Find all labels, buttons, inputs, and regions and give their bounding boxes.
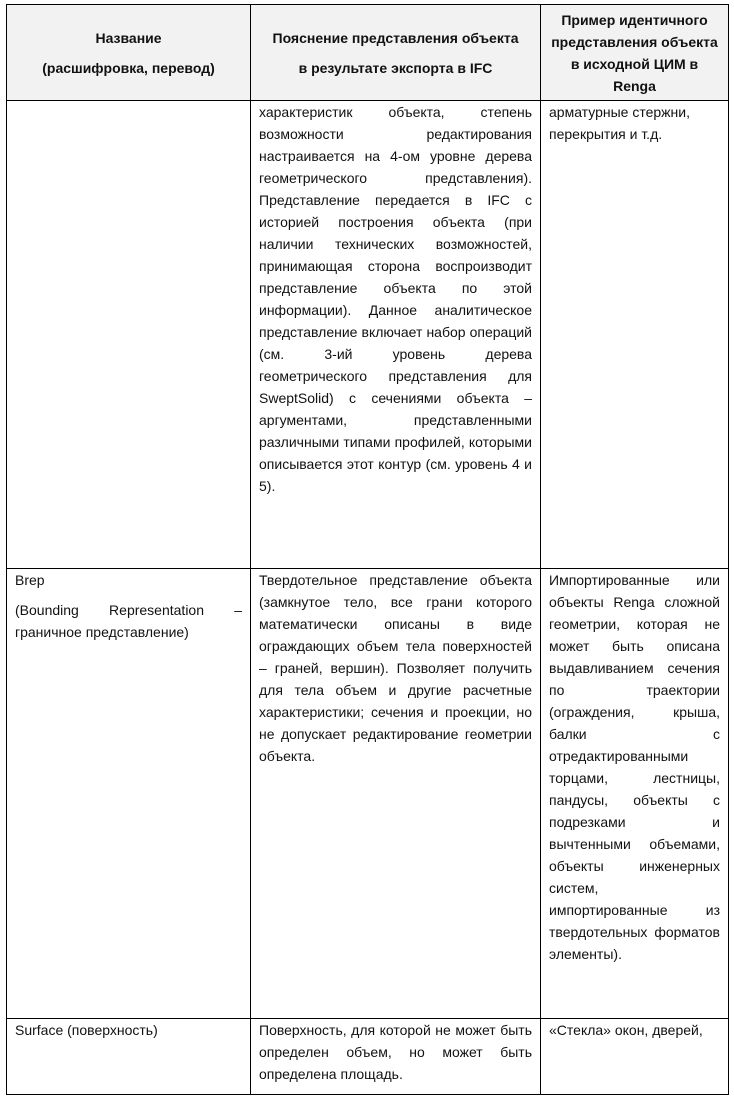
cell-description — [251, 101, 541, 569]
header-description — [251, 5, 541, 101]
header-example-text: Пример идентичного представления объекта в исходной ЦИМ в Renga — [551, 11, 718, 94]
row-description: Твердотельное представление объекта (замкнутое тело, все грани которого математически описаны в виде ограждающих объем тела поверхностей – граней, вершин). Позволяет получить для тела объем и другие расчетные характеристики; сечения и проекции, но не допускает редактирование геометрии объекта. — [259, 572, 532, 764]
cell-name — [7, 569, 251, 1019]
cell-description — [251, 569, 541, 1019]
header-name — [7, 5, 251, 101]
row-name-sub: (Bounding Representation – граничное представление) — [15, 602, 242, 640]
row-example: арматурные стержни, перекрытия и т.д. — [549, 104, 690, 142]
table-row — [7, 1019, 729, 1095]
cell-name — [7, 101, 251, 569]
header-description-line2: в результате экспорта в IFC — [298, 59, 493, 76]
header-name-line1: Название — [95, 29, 162, 46]
table-header-row — [7, 5, 729, 101]
table-row — [7, 101, 729, 569]
ifc-representation-table — [6, 4, 729, 1095]
cell-description — [251, 1019, 541, 1095]
row-name: Surface (поверхность) — [15, 1022, 158, 1038]
row-example: Импортированные или объекты Renga сложной геометрии, которая не может быть описана выдавливанием сечения по траектории (ограждения, крыша, балки с отредактированными торцами, лестницы, пандусы, объекты с подрезками и вычтенными объемами, объекты инженерных систем, импортированные из твердотельных форматов элементы). — [549, 572, 720, 962]
cell-name — [7, 1019, 251, 1095]
row-description: характеристик объекта, степень возможности редактирования настраивается на 4-ом уровне дерева геометрического представления). Представление передается в IFC с историей построения объекта (при наличии технических возможностей, принимающая сторона воспроизводит представление объекта по этой информации). Данное аналитическое представление включает набор операций (см. 3-ий уровень дерева геометрического представления для SweptSolid) с сечениями объекта – аргументами, представленными различными типами профилей, которыми описывается этот контур (см. уровень 4 и 5). — [259, 104, 532, 494]
cell-example — [541, 101, 729, 569]
header-description-line1: Пояснение представления объекта — [272, 29, 519, 46]
header-example — [541, 5, 729, 101]
cell-example — [541, 569, 729, 1019]
row-description: Поверхность, для которой не может быть определен объем, но может быть определена площадь. — [259, 1022, 532, 1082]
row-name: Brep — [15, 572, 45, 588]
row-example: «Стекла» окон, дверей, — [549, 1022, 703, 1038]
table-row — [7, 569, 729, 1019]
header-name-line2: (расшифровка, перевод) — [42, 59, 215, 76]
cell-example — [541, 1019, 729, 1095]
